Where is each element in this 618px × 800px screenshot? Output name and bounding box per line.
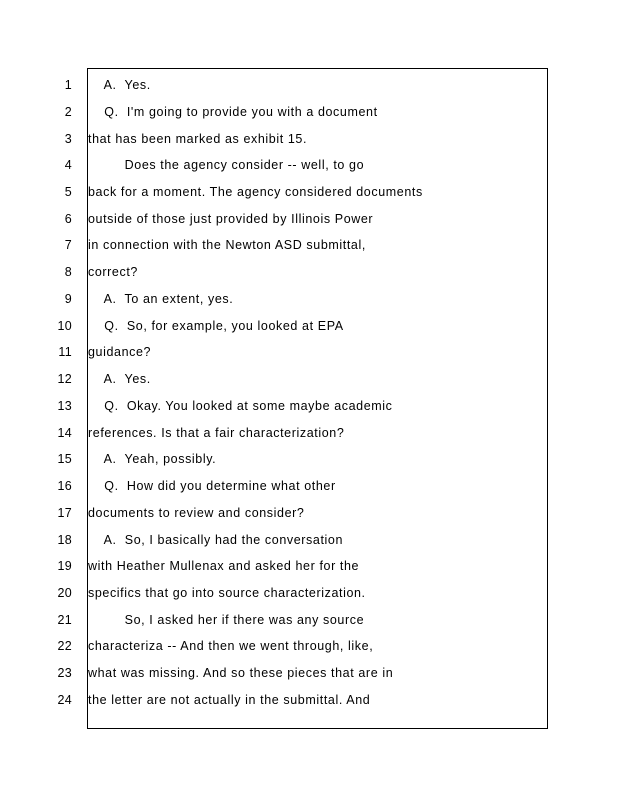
line-number-20: 20: [57, 586, 72, 600]
line-number-12: 12: [57, 372, 72, 386]
line-text-6: outside of those just provided by Illinois Power: [88, 212, 374, 226]
line-text-11: guidance?: [88, 345, 152, 359]
line-number-5: 5: [64, 185, 72, 199]
line-number-17: 17: [57, 506, 72, 520]
line-number-19: 19: [57, 559, 72, 573]
line-text-12: A. Yes.: [88, 372, 151, 386]
line-text-7: in connection with the Newton ASD submittal,: [88, 238, 366, 252]
line-text-18: A. So, I basically had the conversation: [88, 533, 344, 547]
line-number-24: 24: [57, 693, 72, 707]
line-number-14: 14: [57, 426, 72, 440]
line-text-5: back for a moment. The agency considered documents: [88, 185, 423, 199]
line-number-1: 1: [64, 78, 72, 92]
line-text-8: correct?: [88, 265, 138, 279]
line-text-9: A. To an extent, yes.: [88, 292, 234, 306]
line-number-4: 4: [64, 158, 72, 172]
line-number-8: 8: [64, 265, 72, 279]
line-text-19: with Heather Mullenax and asked her for the: [88, 559, 360, 573]
line-number-15: 15: [57, 452, 72, 466]
line-number-11: 11: [58, 345, 72, 359]
line-text-13: Q. Okay. You looked at some maybe academic: [88, 399, 393, 413]
line-number-13: 13: [57, 399, 72, 413]
line-text-4: Does the agency consider -- well, to go: [88, 158, 365, 172]
line-text-20: specifics that go into source characterization.: [88, 586, 366, 600]
line-text-17: documents to review and consider?: [88, 506, 305, 520]
line-number-10: 10: [57, 319, 72, 333]
line-text-2: Q. I'm going to provide you with a document: [88, 105, 378, 119]
line-text-21: So, I asked her if there was any source: [88, 613, 365, 627]
line-text-16: Q. How did you determine what other: [88, 479, 336, 493]
line-text-14: references. Is that a fair characterization?: [88, 426, 345, 440]
line-number-16: 16: [57, 479, 72, 493]
line-number-3: 3: [64, 132, 72, 146]
line-text-3: that has been marked as exhibit 15.: [88, 132, 308, 146]
line-text-15: A. Yeah, possibly.: [88, 452, 217, 466]
line-number-2: 2: [64, 105, 72, 119]
line-text-1: A. Yes.: [88, 78, 151, 92]
line-number-6: 6: [64, 212, 72, 226]
line-text-22: characteriza -- And then we went through, like,: [88, 639, 374, 653]
line-number-9: 9: [64, 292, 72, 306]
line-text-10: Q. So, for example, you looked at EPA: [88, 319, 344, 333]
line-number-22: 22: [57, 639, 72, 653]
line-number-23: 23: [57, 666, 72, 680]
line-number-21: 21: [57, 613, 72, 627]
line-text-23: what was missing. And so these pieces that are in: [88, 666, 394, 680]
line-number-7: 7: [64, 238, 72, 252]
line-text-24: the letter are not actually in the submittal. And: [88, 693, 371, 707]
line-number-18: 18: [57, 533, 72, 547]
